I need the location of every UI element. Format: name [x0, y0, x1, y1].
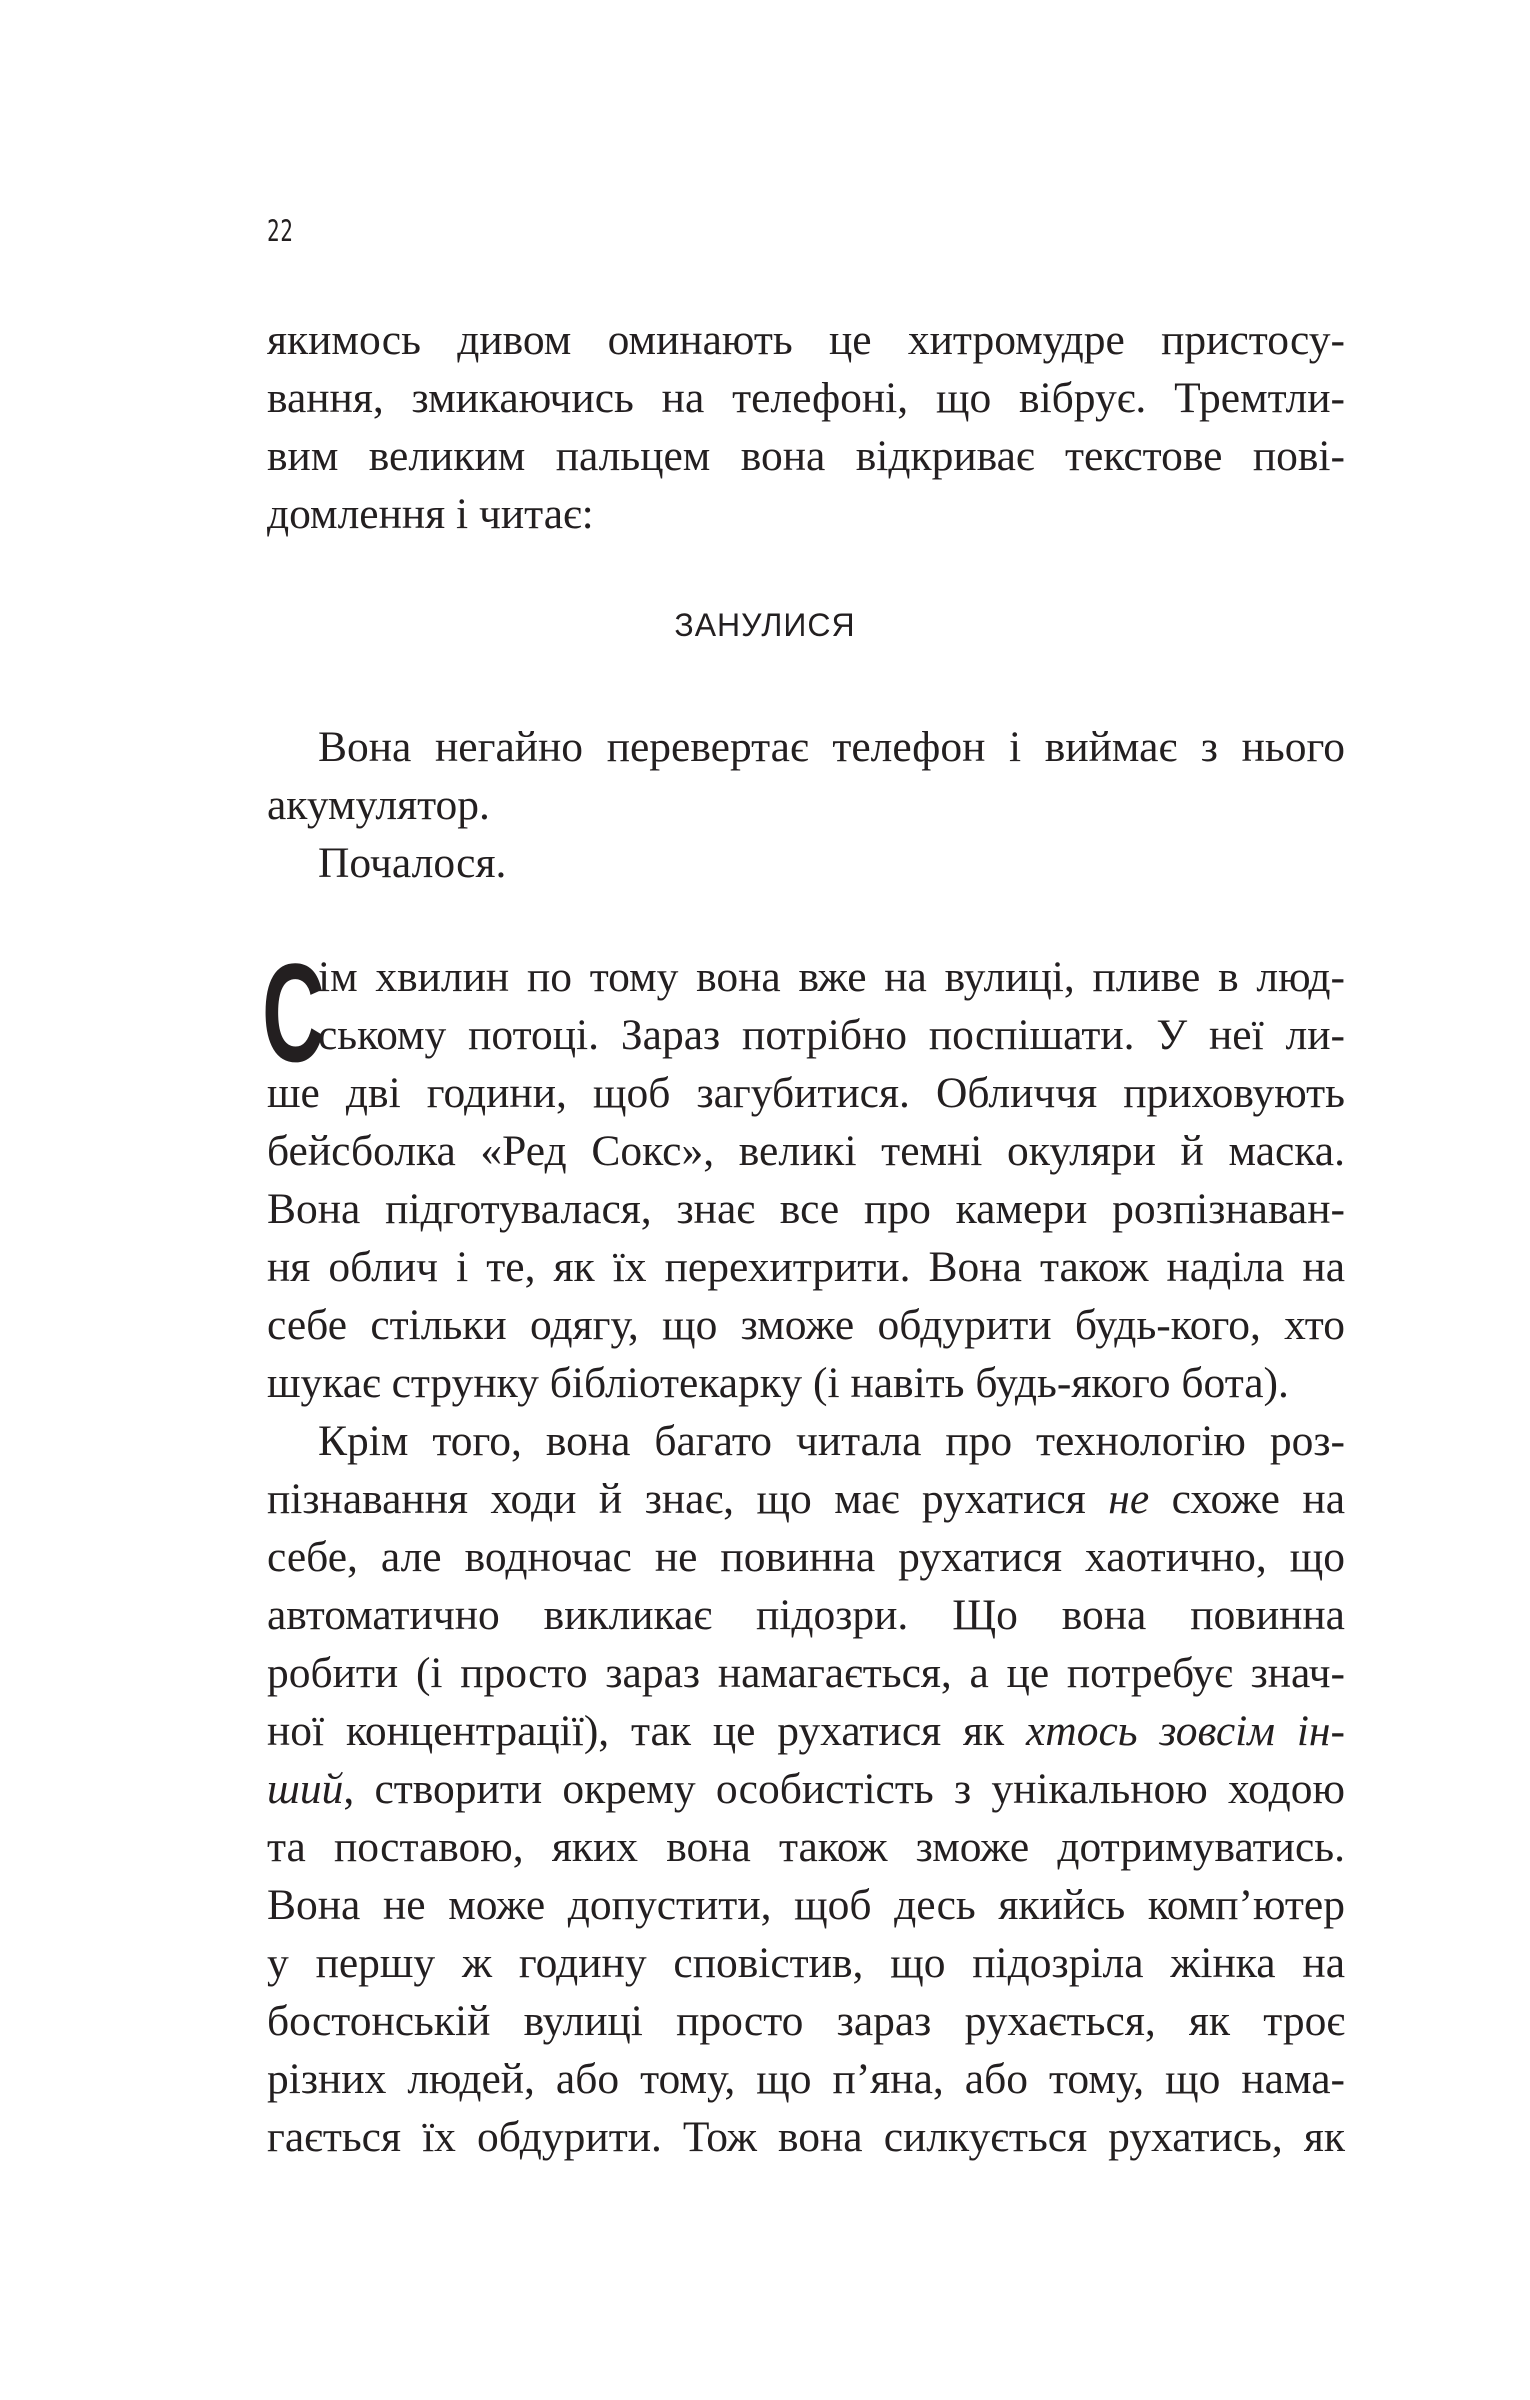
- body-line: Вона підготувалася, знає все про камери розпізнаван-: [267, 1185, 1345, 1233]
- body-line: ському потоці. Зараз потрібно поспішати. У неї ли-: [318, 1011, 1345, 1059]
- body-line: Вона негайно перевертає телефон і виймає з нього: [318, 723, 1345, 771]
- drop-cap: С: [262, 934, 325, 1091]
- body-line: бостонській вулиці просто зараз рухається, як троє: [267, 1997, 1345, 2045]
- body-line: шукає струнку бібліотекарку (і навіть будь-якого бота).: [267, 1359, 1289, 1407]
- body-line: вання, змикаючись на телефоні, що вібрує. Тремтли-: [267, 374, 1345, 422]
- body-line: Почалося.: [318, 839, 507, 887]
- body-line: Вона не може допустити, щоб десь якийсь комп’ютер: [267, 1881, 1345, 1929]
- body-line: гається їх обдурити. Тож вона силкується рухатись, як: [267, 2113, 1345, 2161]
- body-line: ше дві години, щоб загубитися. Обличчя приховують: [267, 1069, 1345, 1117]
- body-line: ня облич і те, як їх перехитрити. Вона також наділа на: [267, 1243, 1345, 1291]
- emphasis: хтось зовсім ін-: [1025, 1707, 1345, 1755]
- text-message: ЗАНУЛИСЯ: [674, 607, 856, 643]
- body-line: бейсболка «Ред Сокс», великі темні окуляри й маска.: [267, 1127, 1345, 1175]
- body-line: домлення і читає:: [267, 490, 594, 538]
- body-line: робити (і просто зараз намагається, а це потребує знач-: [267, 1649, 1345, 1697]
- body-line: акумулятор.: [267, 781, 490, 829]
- body-line: якимось дивом оминають це хитромудре пристосу-: [267, 316, 1345, 364]
- emphasis: не: [1108, 1475, 1150, 1523]
- body-line: себе стільки одягу, що зможе обдурити будь-кого, хто: [267, 1301, 1345, 1349]
- body-line: пізнавання ходи й знає, що має рухатися не схоже на: [267, 1475, 1345, 1523]
- emphasis: ший: [267, 1765, 344, 1813]
- body-line: у першу ж годину сповістив, що підозріла жінка на: [267, 1939, 1345, 1987]
- body-line: себе, але водночас не повинна рухатися хаотично, що: [267, 1533, 1345, 1581]
- body-line: Крім того, вона багато читала про технологію роз-: [318, 1417, 1345, 1465]
- body-line: автоматично викликає підозри. Що вона повинна: [267, 1591, 1345, 1639]
- body-line: різних людей, або тому, що п’яна, або тому, що нама-: [267, 2055, 1345, 2103]
- body-line: вим великим пальцем вона відкриває текстове пові-: [267, 432, 1345, 480]
- body-line: ім хвилин по тому вона вже на вулиці, пливе в люд-: [318, 953, 1345, 1001]
- body-line: ної концентрації), так це рухатися як хтось зовсім ін-: [267, 1707, 1345, 1755]
- body-line: ший, створити окрему особистість з унікальною ходою: [267, 1765, 1345, 1813]
- page-number: 22: [267, 214, 294, 248]
- body-line: та поставою, яких вона також зможе дотримуватись.: [267, 1823, 1345, 1871]
